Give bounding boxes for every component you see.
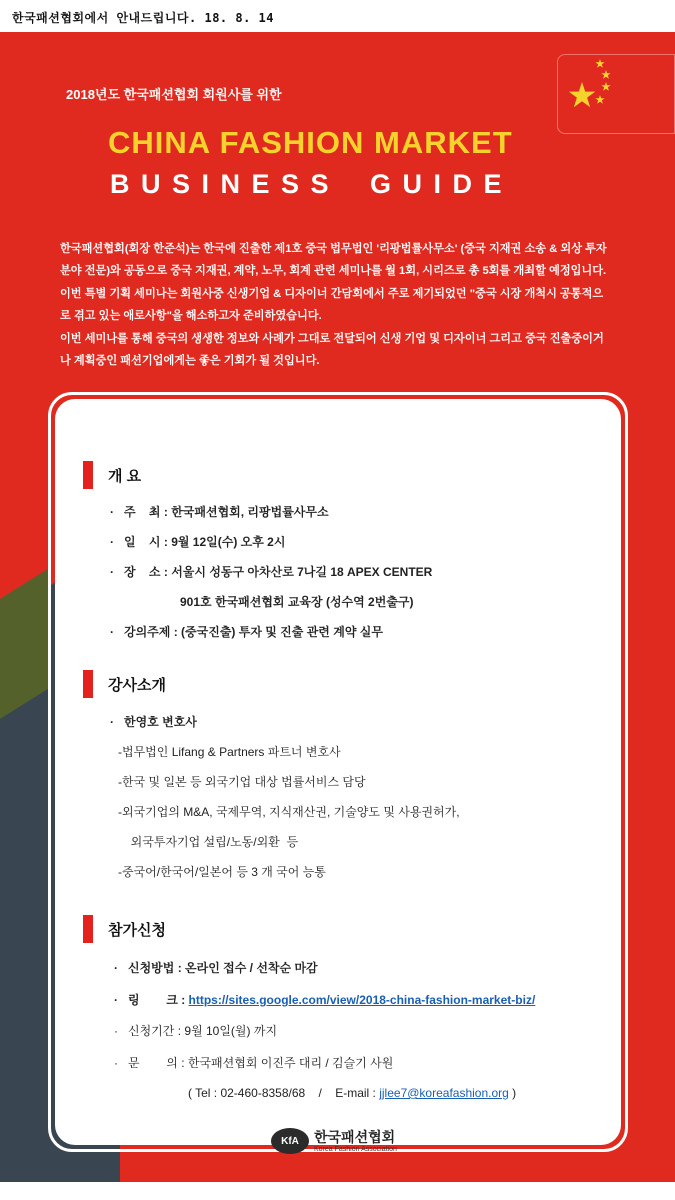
topic-label: 강의주제 : [124, 625, 178, 639]
apply-tel-email [188, 1086, 516, 1100]
notice-header-line: 한국패션협회에서 안내드립니다. 18. 8. 14 [12, 11, 274, 25]
china-flag-icon [557, 54, 675, 134]
overview-place-detail: 901호 한국패션협회 교육장 (성수역 2번출구) [180, 595, 414, 609]
email-link[interactable]: jjlee7@koreafashion.org [379, 1086, 509, 1100]
host-value: 한국패션협회, 리팡법률사무소 [171, 505, 329, 519]
apply-period: · 신청기간 : 9월 10일(월) 까지 [114, 1024, 278, 1038]
link-label: 링 크 : [128, 993, 186, 1007]
section-marker [83, 915, 93, 943]
kfa-logo-text [314, 1130, 397, 1153]
kfa-logo-mark: KfA [271, 1128, 309, 1154]
place-label: 장 소 : [124, 565, 168, 579]
section-marker [83, 670, 93, 698]
place-value: 서울시 성동구 아차산로 7나길 18 APEX CENTER [171, 565, 433, 579]
poster-subtitle: 2018년도 한국패션협회 회원사를 위한 [66, 87, 282, 102]
speaker-detail: 외국투자기업 설립/노동/외환 등 [124, 835, 299, 849]
topic-value: (중국진출) 투자 및 진출 관련 계약 실무 [181, 625, 383, 639]
period-label: 신청기간 : [128, 1024, 182, 1038]
speaker-detail: -외국기업의 M&A, 국제무역, 지식재산권, 기술양도 및 사용권허가, [118, 805, 460, 819]
speaker-detail: -한국 및 일본 등 외국기업 대상 법률서비스 담당 [118, 775, 366, 789]
logo-name-english: Korea Fashion Association [314, 1145, 397, 1153]
contact-value: 한국패션협회 이진주 대리 / 김슬기 사원 [187, 1056, 394, 1070]
date-label: 일 시 : [124, 535, 168, 549]
kfa-logo [271, 1128, 397, 1154]
poster-title-line1: CHINA FASHION MARKET [108, 125, 513, 160]
method-value: 온라인 접수 / 선착순 마감 [185, 961, 318, 975]
intro-paragraph [60, 238, 635, 372]
host-label: 주 최 : [124, 505, 168, 519]
intro-line: 로 겪고 있는 애로사항"을 해소하고자 준비하였습니다. [60, 310, 322, 323]
title-word-business: BUSINESS [110, 169, 341, 199]
intro-line: 한국패션협회(회장 한준석)는 한국에 진출한 제1호 중국 법무법인 '리팡법률사무소' (중국 지재권 소송 & 외상 투자 [60, 243, 607, 255]
apply-link: · 링 크 : https://sites.google.com/view/2018-china-fashion-market-biz/ [114, 993, 536, 1007]
date-value: 9월 12일(수) 오후 2시 [171, 535, 286, 549]
section-marker [83, 461, 93, 489]
section-title-apply: 참가신청 [108, 921, 166, 939]
intro-line: 이번 세미나를 통해 중국의 생생한 정보와 사례가 그대로 전달되어 신생 기업 및 디자이너 그리고 중국 진출중이거 [60, 332, 604, 345]
section-title-overview: 개 요 [108, 467, 142, 485]
overview-date: · 일 시 : 9월 12일(수) 오후 2시 [110, 535, 286, 549]
intro-line: 나 계획중인 패션기업에게는 좋은 기회가 될 것입니다. [60, 355, 320, 368]
speaker-name: · 한영호 변호사 [110, 715, 197, 729]
section-title-speaker: 강사소개 [108, 676, 166, 694]
logo-name-korean: 한국패션협회 [314, 1128, 396, 1145]
apply-contact: · 문 의 : 한국패션협회 이진주 대리 / 김슬기 사원 [114, 1056, 394, 1070]
speaker-detail: -법무법인 Lifang & Partners 파트너 변호사 [118, 745, 341, 759]
overview-topic: · 강의주제 : (중국진출) 투자 및 진출 관련 계약 실무 [110, 625, 383, 639]
registration-link[interactable]: https://sites.google.com/view/2018-china-fashion-market-biz/ [188, 993, 536, 1007]
method-label: 신청방법 : [128, 961, 182, 975]
title-word-guide: GUIDE [370, 169, 514, 199]
speaker-name-text: 한영호 변호사 [124, 715, 197, 729]
poster-title-line2 [110, 169, 513, 200]
section-apply-header [83, 915, 166, 943]
section-overview-header [83, 461, 141, 489]
overview-host: · 주 최 : 한국패션협회, 리팡법률사무소 [110, 505, 329, 519]
apply-method: · 신청방법 : 온라인 접수 / 선착순 마감 [114, 961, 318, 975]
overview-place: · 장 소 : 서울시 성동구 아차산로 7나길 18 APEX CENTER [110, 565, 433, 579]
speaker-detail: -중국어/한국어/일본어 등 3 개 국어 능통 [118, 865, 326, 879]
tel-text: ( Tel : 02-460-8358/68 / E-mail : [188, 1086, 376, 1100]
contact-label: 문 의 : [128, 1056, 185, 1070]
intro-line: 분야 전문)와 공동으로 중국 지재권, 계약, 노무, 회계 관련 세미나를 월 1회, 시리즈로 총 5회를 개최할 예정입니다. [60, 265, 607, 278]
tel-suffix: ) [512, 1086, 517, 1100]
section-speaker-header [83, 670, 166, 698]
intro-line: 이번 특별 기획 세미나는 회원사중 신생기업 & 디자이너 간담회에서 주로 제기되었던 "중국 시장 개척시 공통적으 [60, 287, 604, 300]
period-value: 9월 10일(월) 까지 [184, 1024, 278, 1038]
